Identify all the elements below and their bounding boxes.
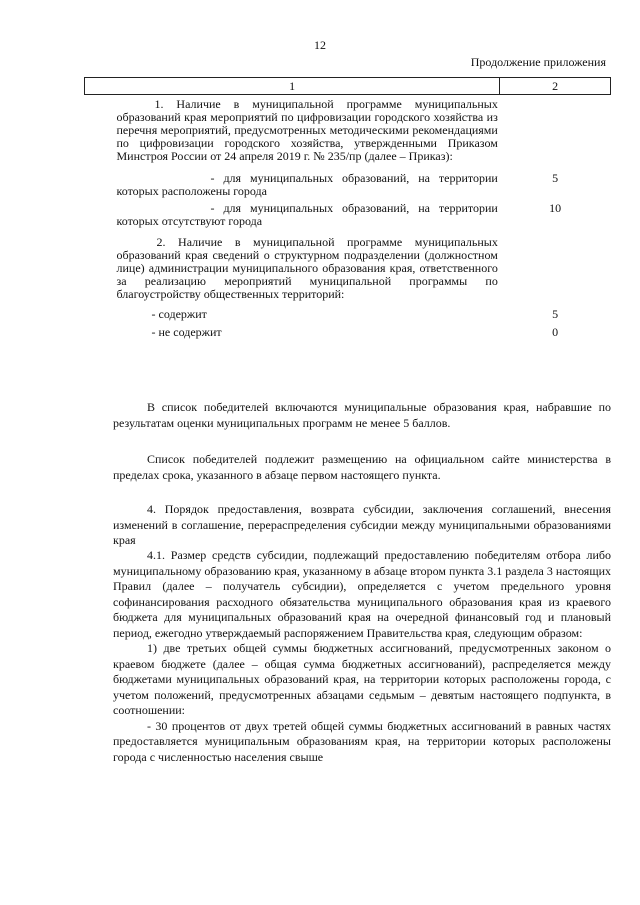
criterion-2-score <box>500 228 611 301</box>
table-row <box>85 163 611 198</box>
criterion-1-score <box>500 95 611 164</box>
section-4-heading <box>113 502 611 549</box>
criterion-2a-score: 5 <box>552 307 559 321</box>
table-row <box>85 301 611 321</box>
table-row <box>85 198 611 228</box>
paragraph: - 30 процентов от двух третей общей суммы бюджетных ассигнований в равных частях предоставляется муниципальным образованиям края, на территории которых расположены города с численностью населения свыше <box>113 718 611 764</box>
paragraph: 1) две третьих общей суммы бюджетных ассигнований, предусмотренных законом о краевом бюджете (далее – общая сумма бюджетных ассигнований), распределяется между бюджетами муниципальных образований края, на территории которых расположены города, с учетом положений, предусмотренных абзацами седьмым – девятым настоящего подпункта, в соотношении: <box>113 641 611 717</box>
paragraph: Список победителей подлежит размещению на официальном сайте министерства в пределах срока, указанного в абзаце первом настоящего пункта. <box>113 452 611 482</box>
body-text-publication <box>113 452 611 483</box>
table-row <box>85 228 611 301</box>
criterion-2-text: 2. Наличие в муниципальной программе муниципальных образований края сведений о структурном подразделении (должностном лице) администрации муниципального образования края, ответственного за реализацию мероприятий муниципальной программы по благоустройству общественных территорий: <box>116 235 498 301</box>
table-header-row <box>85 78 611 95</box>
page-number: 12 <box>314 38 326 52</box>
criteria-table <box>84 77 611 339</box>
criterion-1a-score: 5 <box>552 171 559 185</box>
table-row <box>85 321 611 339</box>
paragraph: 4.1. Размер средств субсидии, подлежащий предоставлению победителям отбора либо муниципальному образованию края, указанному в абзаце втором пункта 3.1 раздела 3 настоящих Правил (далее – получатель субсидии), определяется с учетом предельного уровня софинансирования расходного обязательства муниципального образования края из краевого бюджета для муниципальных образований края на очередной финансовый год и плановый период, ежегодно утверждаемый распоряжением Правительства края, следующим образом: <box>113 548 611 640</box>
table-row <box>85 95 611 164</box>
paragraph: 4. Порядок предоставления, возврата субсидии, заключения соглашений, внесения изменений в соглашение, перераспределения субсидии между муниципальными образованиями края <box>113 502 611 547</box>
criterion-2b-text: - не содержит <box>151 325 222 339</box>
criterion-1-text: 1. Наличие в муниципальной программе муниципальных образований края мероприятий по цифровизации городского хозяйства из перечня мероприятий, предусмотренных методическими рекомендациями по цифровизации городского хозяйства, утвержденными Приказом Минстроя России от 24 апреля 2019 г. № 235/пр (далее – Приказ): <box>116 97 498 163</box>
column-header-2: 2 <box>500 78 611 95</box>
criterion-1b-score: 10 <box>549 201 562 215</box>
body-text-section-4 <box>113 548 611 765</box>
column-header-1: 1 <box>85 78 500 95</box>
body-text-winners <box>113 400 611 431</box>
criterion-1a-text: - для муниципальных образований, на территории которых расположены города <box>116 171 498 198</box>
criterion-2b-score: 0 <box>552 325 559 339</box>
criterion-2a-text: - содержит <box>151 307 207 321</box>
continuation-label: Продолжение приложения <box>470 55 606 69</box>
paragraph: В список победителей включаются муниципальные образования края, набравшие по результатам оценки муниципальных программ не менее 5 баллов. <box>113 400 611 430</box>
criterion-1b-text: - для муниципальных образований, на территории которых отсутствуют города <box>116 201 498 228</box>
